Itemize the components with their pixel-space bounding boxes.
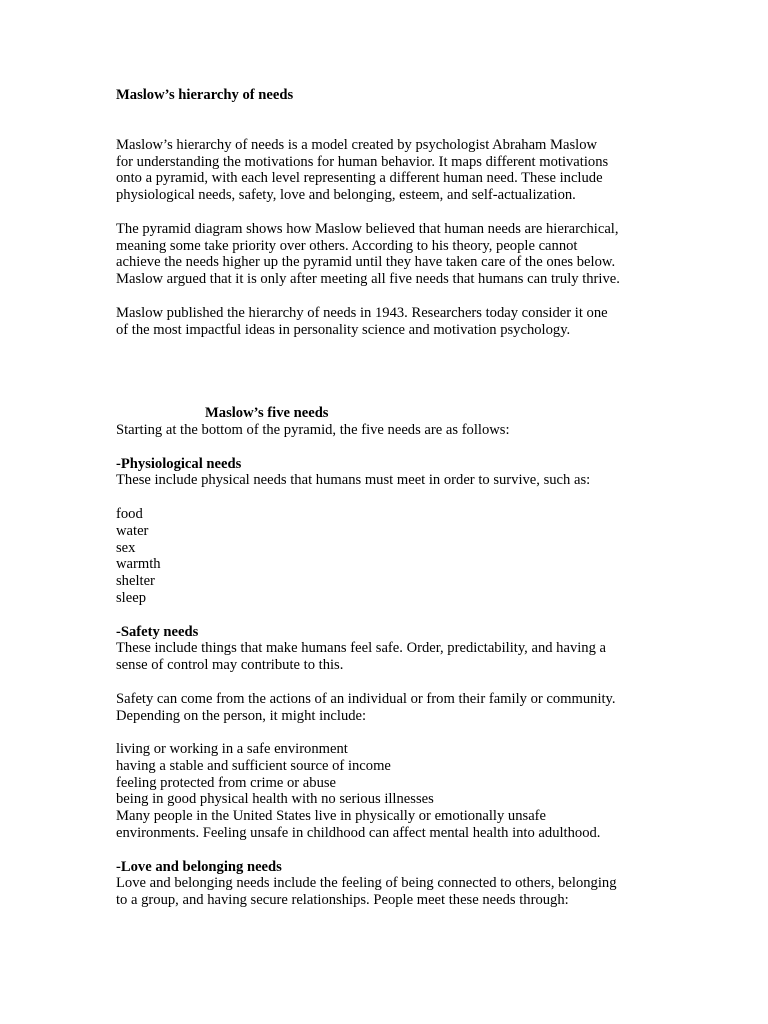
text-line: Maslow argued that it is only after meeting all five needs that humans can truly thrive. xyxy=(116,271,620,288)
safety-closing xyxy=(116,808,676,842)
list-item: food xyxy=(116,505,143,522)
safety-source xyxy=(116,691,676,725)
text-line: Many people in the United States live in physically or emotionally unsafe xyxy=(116,808,547,825)
text-line: onto a pyramid, with each level representing a different human need. These include xyxy=(116,170,603,187)
document-title: Maslow’s hierarchy of needs xyxy=(116,87,294,103)
intro-paragraph-3 xyxy=(116,305,676,339)
text-line: Depending on the person, it might include: xyxy=(116,707,367,724)
text-line: These include things that make humans feel safe. Order, predictability, and having a xyxy=(116,640,607,657)
physiological-list xyxy=(116,506,676,607)
document-page xyxy=(116,87,676,909)
love-description xyxy=(116,875,676,909)
list-item: water xyxy=(116,522,149,539)
five-needs-intro: Starting at the bottom of the pyramid, the five needs are as follows: xyxy=(116,421,510,438)
text-line: meaning some take priority over others. According to his theory, people cannot xyxy=(116,237,578,254)
list-item: being in good physical health with no serious illnesses xyxy=(116,791,434,808)
list-item: feeling protected from crime or abuse xyxy=(116,774,337,791)
intro-paragraph-1 xyxy=(116,137,676,204)
safety-list xyxy=(116,741,676,808)
safety-description xyxy=(116,640,676,674)
safety-heading: -Safety needs xyxy=(116,623,199,640)
list-item: sex xyxy=(116,539,136,556)
text-line: Maslow’s hierarchy of needs is a model created by psychologist Abraham Maslow xyxy=(116,136,598,153)
list-item: warmth xyxy=(116,556,161,573)
spacer xyxy=(116,388,676,405)
text-line: to a group, and having secure relationships. People meet these needs through: xyxy=(116,892,569,909)
text-line: The pyramid diagram shows how Maslow believed that human needs are hierarchical, xyxy=(116,220,619,237)
text-line: physiological needs, safety, love and belonging, esteem, and self-actualization. xyxy=(116,187,576,204)
list-item: sleep xyxy=(116,589,146,606)
love-heading: -Love and belonging needs xyxy=(116,858,282,875)
text-line: Safety can come from the actions of an individual or from their family or community. xyxy=(116,690,616,707)
text-line: sense of control may contribute to this. xyxy=(116,657,344,674)
five-needs-heading: Maslow’s five needs xyxy=(205,405,329,422)
physiological-description: These include physical needs that humans must meet in order to survive, such as: xyxy=(116,472,591,489)
text-line: environments. Feeling unsafe in childhood can affect mental health into adulthood. xyxy=(116,825,601,842)
spacer xyxy=(116,338,676,388)
text-line: of the most impactful ideas in personality science and motivation psychology. xyxy=(116,321,571,338)
list-item: shelter xyxy=(116,573,155,590)
text-line: Maslow published the hierarchy of needs in 1943. Researchers today consider it one xyxy=(116,304,608,321)
intro-paragraph-2 xyxy=(116,221,676,288)
list-item: living or working in a safe environment xyxy=(116,741,348,758)
physiological-heading: -Physiological needs xyxy=(116,455,242,472)
list-item: having a stable and sufficient source of income xyxy=(116,757,391,774)
text-line: for understanding the motivations for human behavior. It maps different motivations xyxy=(116,153,609,170)
text-line: achieve the needs higher up the pyramid until they have taken care of the ones below. xyxy=(116,254,616,271)
text-line: Love and belonging needs include the feeling of being connected to others, belonging xyxy=(116,875,617,892)
